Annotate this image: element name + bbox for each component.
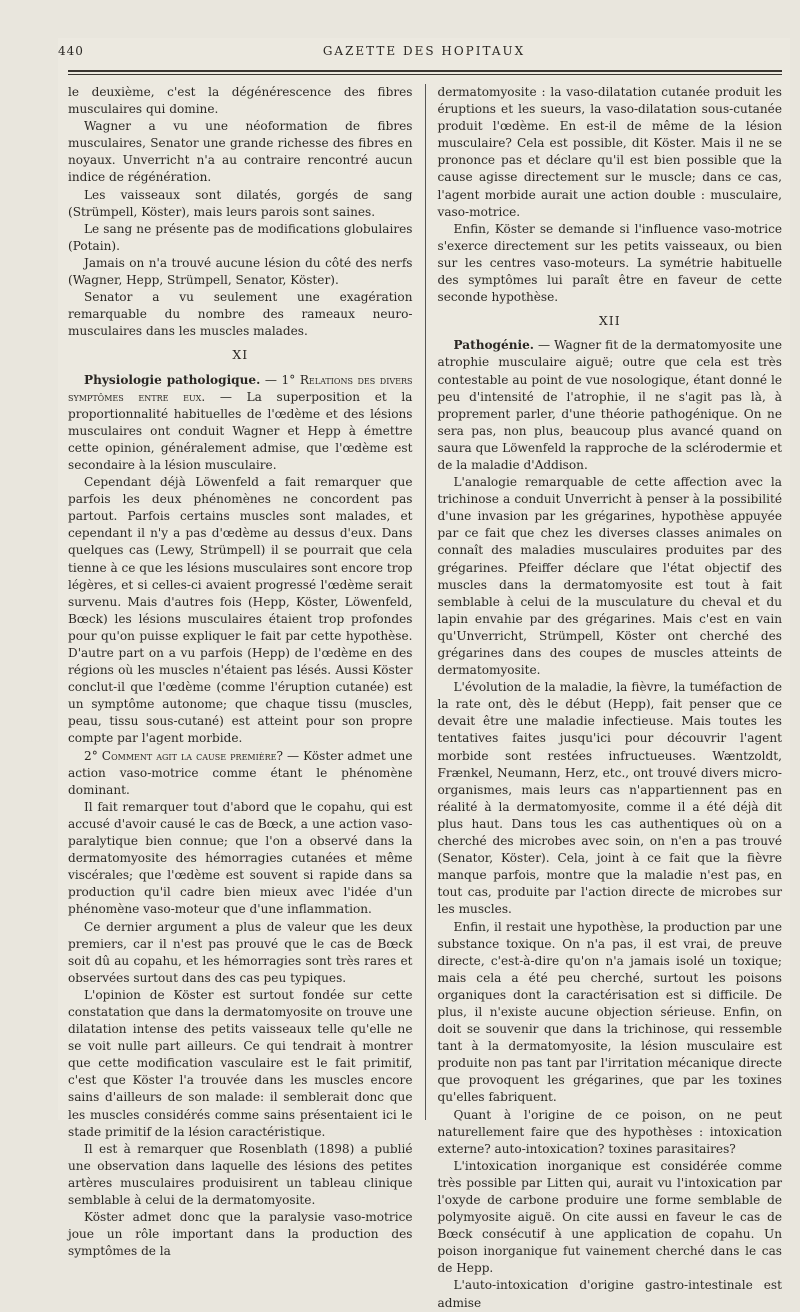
- paragraph: Köster admet donc que la paralysie vaso-motrice joue un rôle important dans la production des symptômes de la: [68, 1210, 413, 1259]
- paragraph: Senator a vu seulement une exagération remarquable du nombre des rameaux neuro-musculaires dans les muscles malades.: [68, 290, 413, 339]
- subsection-title: — 1° Relations des divers symptômes entre eux.: [68, 372, 413, 404]
- text-columns: [68, 84, 782, 1310]
- section-lead: Pathogénie.: [453, 338, 534, 353]
- paragraph: le deuxième, c'est la dégénérescence des fibres musculaires qui domine.: [68, 85, 413, 117]
- paragraph: dermatomyosite : la vaso-dilatation cutanée produit les éruptions et les sueurs, la vaso-dilatation sous-cutanée produit l'œdème. En est-il de même de la lésion musculaire? Cela est possible, dit Köster. Mais il ne se prononce pas et déclare qu'il est bien possible que la cause agisse directement sur le muscle; dans ce cas, l'agent morbide aurait une action double : musculaire, vaso-motrice.: [437, 85, 782, 219]
- paragraph: Enfin, Köster se demande si l'influence vaso-motrice s'exerce directement sur les petits vaisseaux, ou bien sur les centres vaso-moteurs. La symétrie habituelle des symptômes lui paraît être en faveur de cette seconde hypothèse.: [437, 221, 782, 305]
- paragraph: Les vaisseaux sont dilatés, gorgés de sang (Strümpell, Köster), mais leurs parois sont saines.: [68, 187, 413, 219]
- left-column: [68, 84, 426, 1259]
- running-title: GAZETTE DES HOPITAUX: [322, 44, 526, 58]
- paragraph: Le sang ne présente pas de modifications globulaires (Potain).: [68, 221, 413, 253]
- paragraph-text: — Köster admet une action vaso-motrice comme étant le phénomène dominant.: [68, 748, 413, 797]
- paragraph: Quant à l'origine de ce poison, on ne peut naturellement faire que des hypothèses : intoxication externe? auto-intoxication? toxines parasitaires?: [437, 1107, 782, 1156]
- paragraph: L'analogie remarquable de cette affection avec la trichinose a conduit Unverricht à penser à la possibilité d'une invasion par les grégarines, hypothèse appuyée par ce fait que chez les diverses classes animales on connaît des maladies musculaires produites par des grégarines. Pfeiffer déclare que l'état objectif des muscles dans la dermatomyosite est tout à fait semblable à celui de la musculature du cheval et du lapin envahie par des grégarines. Mais c'est en vain qu'Unverricht, Strümpell, Köster ont cherché des grégarines dans des coupes de muscles atteints de dermatomyosite.: [437, 475, 782, 678]
- section-lead: Physiologie pathologique.: [84, 372, 261, 387]
- paragraph: Il fait remarquer tout d'abord que le copahu, qui est accusé d'avoir causé le cas de Bœck, a une action vaso-paralytique bien connue; que l'on a observé dans la dermatomyosite des hémorragies cutanées et même viscérales; que l'œdème est souvent si rapide dans sa production qu'il cadre bien mieux avec l'idée d'un phénomène vaso-moteur que d'une inflammation.: [68, 799, 413, 917]
- paragraph: Cependant déjà Löwenfeld a fait remarquer que parfois les deux phénomènes ne concordent pas partout. Parfois certains muscles sont malades, et cependant il n'y a pas d'œdème au dessus d'eux. Dans quelques cas (Lewy, Strümpell) il se pourrait que cela tienne à ce que les lésions musculaires sont encore trop légères, et si celles-ci avaient progressé l'œdème serait survenu. Mais d'autres fois (Hepp, Köster, Löwenfeld, Bœck) les lésions musculaires étaient trop profondes pour qu'on puisse expliquer le fait par cette hypothèse. D'autre part on a vu parfois (Hepp) de l'œdème en des régions où les muscles n'étaient pas lésés. Aussi Köster conclut-il que l'œdème (comme l'éruption cutanée) est un symptôme autonome; que chaque tissu (muscles, peau, tissu sous-cutané) est atteint pour son propre compte par l'agent morbide.: [68, 475, 413, 746]
- page-header: [58, 38, 790, 64]
- subsection-title: 2° Comment agit la cause première?: [84, 748, 283, 763]
- paragraph: Enfin, il restait une hypothèse, la production par une substance toxique. On n'a pas, il est vrai, de preuve directe, c'est-à-dire qu'on n'a jamais isolé un toxique; mais cela a été peu cherché, surtout les poisons organiques dont la caractérisation est si difficile. De plus, il n'existe aucune objection sérieuse. Enfin, on doit se souvenir que dans la trichinose, qui ressemble tant à la dermatomyosite, la lésion musculaire est produite non pas tant par l'irritation mécanique directe que provoquent les grégarines, que par les toxines qu'elles fabriquent.: [437, 919, 782, 1105]
- right-column: [426, 84, 783, 1310]
- header-rule-thin: [68, 74, 782, 75]
- paragraph: L'évolution de la maladie, la fièvre, la tuméfaction de la rate ont, dès le début (Hepp), fait penser que ce devait être une maladie infectieuse. Mais toutes les tentatives faites jusqu'ici pour découvrir l'agent morbide sont restées infructueuses. Wæntzoldt, Frænkel, Neumann, Herz, etc., ont trouvé divers micro-organismes, mais leurs cas n'appartiennent pas en réalité à la dermatomyosite, comme il a été déjà dit plus haut. Dans tous les cas authentiques où on a cherché des microbes avec soin, on n'en a pas trouvé (Senator, Köster). Cela, joint à ce fait que la fièvre manque parfois, montre que la maladie n'est pas, en tout cas, produite par l'action directe de microbes sur les muscles.: [437, 680, 782, 917]
- paragraph-text: — La superposition et la proportionnalité habituelles de l'œdème et des lésions musculaires ont conduit Wagner et Hepp à émettre cette opinion, généralement admise, que l'œdème est secondaire à la lésion musculaire.: [68, 389, 413, 472]
- paragraph: [68, 372, 413, 475]
- paragraph: Wagner a vu une néoformation de fibres musculaires, Senator une grande richesse des fibres en noyaux. Unverricht n'a au contraire rencontré aucun indice de régénération.: [68, 119, 413, 185]
- section-heading-xi: XI: [232, 347, 249, 363]
- paragraph: L'opinion de Köster est surtout fondée sur cette constatation que dans la dermatomyosite on trouve une dilatation intense des petits vaisseaux telle qu'elle ne se voit nulle part ailleurs. Ce qui tendrait à montrer que cette modification vasculaire est le fait primitif, c'est que Köster l'a trouvée dans les muscles encore sains d'ailleurs de son malade: il semblerait donc que les muscles considérés comme sains présentaient ici le stade primitif de la lésion caractéristique.: [68, 987, 413, 1139]
- page-number: 440: [58, 44, 84, 58]
- paragraph: [68, 748, 413, 799]
- paragraph: Il est à remarquer que Rosenblath (1898) a publié une observation dans laquelle des lésions des petites artères musculaires produisirent un tableau clinique semblable à celui de la dermatomyosite.: [68, 1141, 413, 1207]
- paragraph: L'auto-intoxication d'origine gastro-intestinale est admise: [437, 1278, 782, 1310]
- paragraph: [438, 337, 783, 474]
- section-heading-xii: XII: [598, 313, 621, 329]
- paragraph: Jamais on n'a trouvé aucune lésion du côté des nerfs (Wagner, Hepp, Strümpell, Senator, Köster).: [68, 255, 413, 288]
- journal-page: [58, 38, 790, 1310]
- paragraph: Ce dernier argument a plus de valeur que les deux premiers, car il n'est pas prouvé que le cas de Bœck soit dû au copahu, et les hémorragies sont très rares et observées surtout dans des cas peu typiques.: [68, 919, 413, 985]
- paragraph: L'intoxication inorganique est considérée comme très possible par Litten qui, aurait vu l'intoxication par l'oxyde de carbone produire une forme semblable de polymyosite aiguë. On cite aussi en faveur le cas de Bœck consécutif à une application de copahu. Un poison inorganique fut vainement cherché dans le cas de Hepp.: [437, 1158, 782, 1276]
- header-rule-thick: [68, 70, 782, 72]
- paragraph-text: — Wagner fit de la dermatomyosite une atrophie musculaire aiguë; outre que cela est très contestable au point de vue nosologique, étant donné le peu d'intensité de l'atrophie, il ne s'agit pas là, à proprement parler, d'une théorie pathogénique. On ne sera pas, non plus, beaucoup plus avancé quand on saura que Löwenfeld la rapproche de la sclérodermie et de la maladie d'Addison.: [437, 338, 782, 472]
